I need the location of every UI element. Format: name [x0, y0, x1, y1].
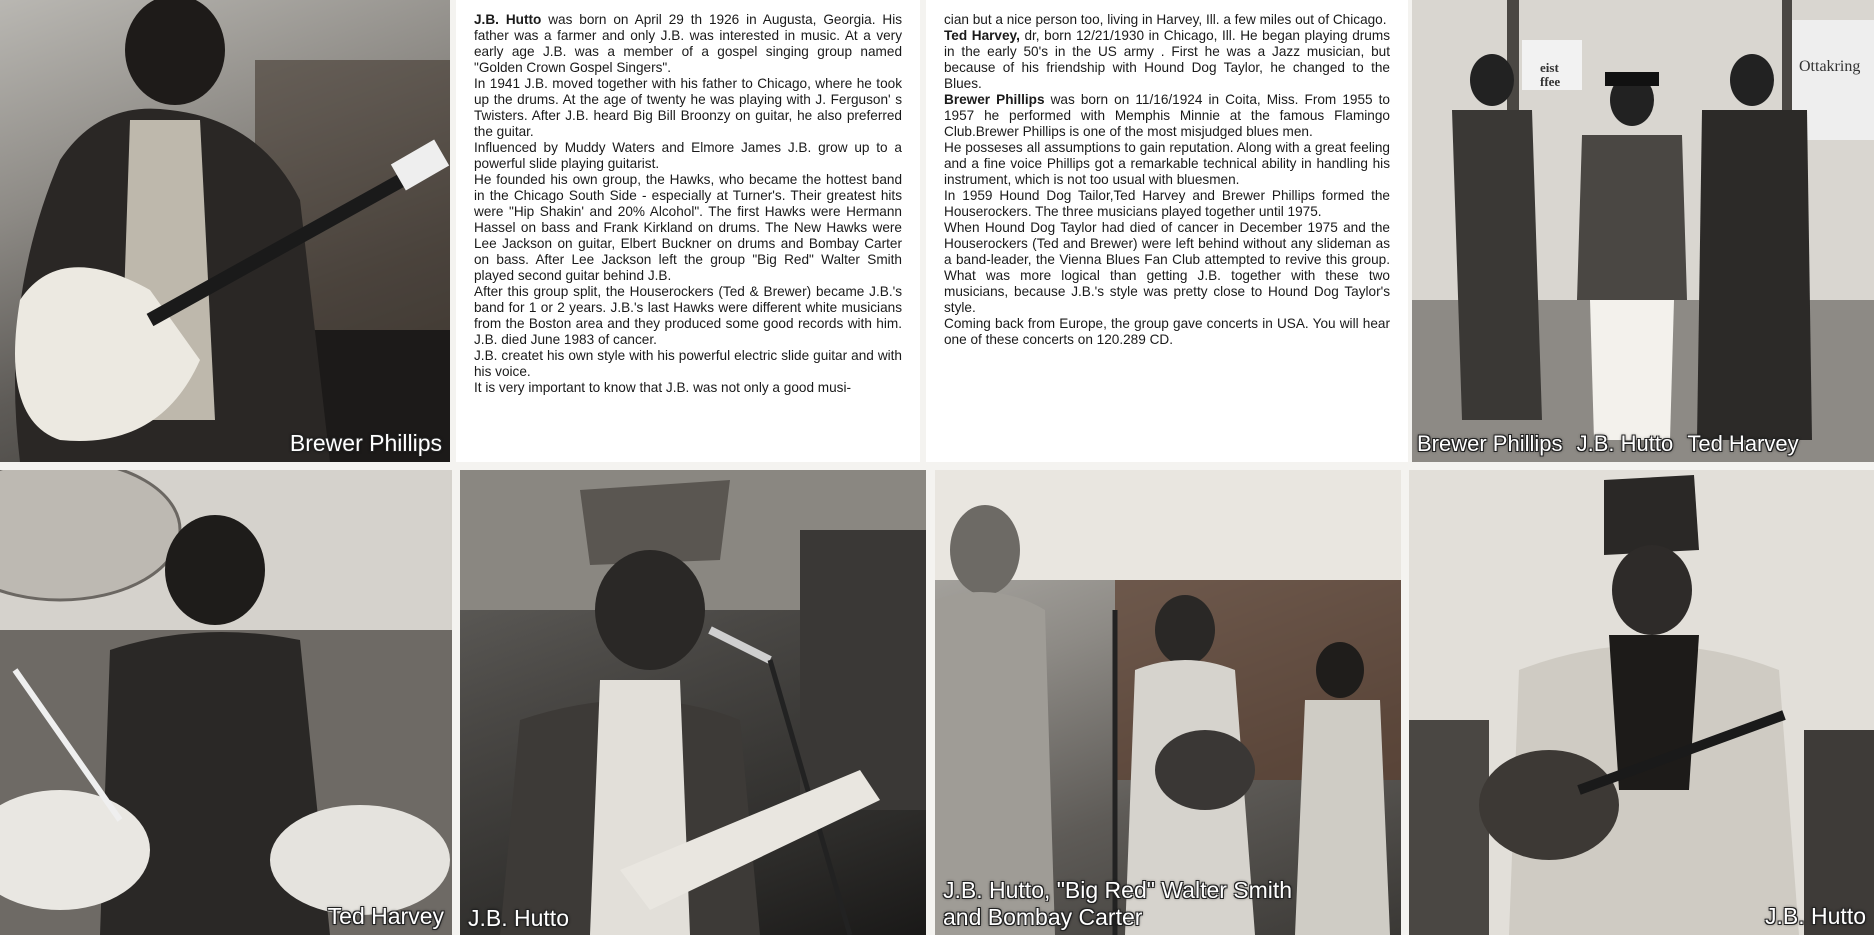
name-brewer-phillips: Brewer Phillips: [944, 92, 1045, 107]
paragraph: In 1959 Hound Dog Tailor,Ted Harvey and Brewer Phillips formed the Houserockers. The three musicians played together until 1975.: [944, 188, 1390, 219]
photo-band-on-stage: [935, 470, 1401, 935]
photo-brewer-phillips: [0, 0, 450, 462]
paragraph: cian but a nice person too, living in Harvey, Ill. a few miles out of Chicago.: [944, 12, 1387, 27]
biography-column-left: [456, 0, 920, 462]
paragraph-text: was born on April 29 th 1926 in Augusta, Georgia. His father was a farmer and only J.B. was interested in music. At a very early age J.B. was a member of a gospel singing group named "Golden Crown Gospel Singers".: [474, 12, 903, 75]
photo-ted-harvey: [0, 470, 452, 935]
photo-jb-hutto-acoustic: [1409, 470, 1874, 935]
photo-art: [460, 470, 926, 935]
paragraph-text: was born on 11/16/1924 in Coita, Miss. From 1955 to 1957 he performed with Memphis Minnie at the famous Flamingo Club.Brewer Phillips is one of the most misjudged blues men.: [944, 92, 1390, 139]
caption-name: Ted Harvey: [1687, 431, 1799, 456]
paragraph: After this group split, the Houserockers (Ted & Brewer) became J.B.'s band for 1 or 2 years. J.B.'s last Hawks were different white musicians from the Boston area and they produced some good records with him. J.B. died June 1983 of cancer.: [474, 284, 902, 347]
caption-name: J.B. Hutto: [1576, 431, 1674, 456]
window-sign: Ottakring: [1799, 58, 1861, 75]
name-ted-harvey: Ted Harvey,: [944, 28, 1020, 43]
paragraph-ted-harvey: [944, 28, 1390, 92]
caption-line: J.B. Hutto, "Big Red" Walter Smith: [943, 877, 1293, 903]
paragraph: J.B. createt his own style with his powerful electric slide guitar and with his voice.: [474, 348, 902, 379]
paragraph-brewer-phillips: [944, 92, 1390, 140]
paragraph-jb-hutto: [474, 12, 902, 76]
name-jb-hutto: J.B. Hutto: [474, 12, 542, 27]
paragraph: When Hound Dog Taylor had died of cancer in December 1975 and the Houserockers (Ted and Brewer) were left behind without any slideman as a band-leader, the Vienna Blues Fan Club attempted to revive this group. What was more logical than getting J.B. together with these two musicians, because J.B.'s style was pretty close to Hound Dog Taylor's style.: [944, 220, 1390, 315]
photo-art: [935, 470, 1401, 935]
paragraph-text: dr, born 12/21/1930 in Chicago, Ill. He began playing drums in the early 50's in the US army . First he was a Jazz musician, but because of his friendship with Hound Dog Taylor, he changed to the Blues.: [944, 28, 1390, 91]
paragraph: Influenced by Muddy Waters and Elmore James J.B. grow up to a powerful slide playing guitarist.: [474, 140, 902, 171]
caption-line: and Bombay Carter: [943, 904, 1143, 930]
caption-jb-hutto: J.B. Hutto: [468, 905, 569, 931]
biography-column-right: [926, 0, 1408, 462]
poster-text-line1: eist: [1540, 60, 1559, 75]
paragraph: He founded his own group, the Hawks, who became the hottest band in the Chicago South Side - especially at Turner's. Their greatest hits were "Hip Shakin' and 20% Alcohol". The first Hawks were Hermann Hassel on bass and Frank Kirkland on drums. The New Hawks were Lee Jackson on guitar, Elbert Buckner on drums and Bombay Carter on bass. After Lee Jackson left the group "Big Red" Walter Smith played second guitar behind J.B.: [474, 172, 902, 283]
photo-art: [1409, 470, 1874, 935]
caption-jb-hutto: J.B. Hutto: [1765, 903, 1866, 929]
photo-three-musicians: [1412, 0, 1874, 462]
paragraph: In 1941 J.B. moved together with his father to Chicago, where he took up the drums. At the age of twenty he was playing with J. Ferguson' s Twisters. After J.B. heard Big Bill Broonzy on guitar, he also preferred the guitar.: [474, 76, 902, 139]
caption-band-members: [943, 877, 1383, 931]
caption-ted-harvey: Ted Harvey: [327, 903, 444, 929]
caption-brewer-phillips: Brewer Phillips: [289, 430, 442, 456]
paragraph: Coming back from Europe, the group gave concerts in USA. You will hear one of these concerts on 120.289 CD.: [944, 316, 1390, 347]
photo-art: [0, 0, 450, 462]
poster-text-line2: ffee: [1540, 74, 1561, 89]
paragraph: He posseses all assumptions to gain reputation. Along with a great feeling and a fine voice Phillips got a remarkable technical ability in handling his instrument, which is not too usual with bluesmen.: [944, 140, 1390, 187]
caption-name: Brewer Phillips: [1417, 431, 1563, 456]
caption-group-names: [1417, 431, 1799, 456]
photo-art: [0, 470, 452, 935]
photo-jb-hutto-singing: [460, 470, 926, 935]
paragraph: It is very important to know that J.B. was not only a good musi-: [474, 380, 852, 395]
